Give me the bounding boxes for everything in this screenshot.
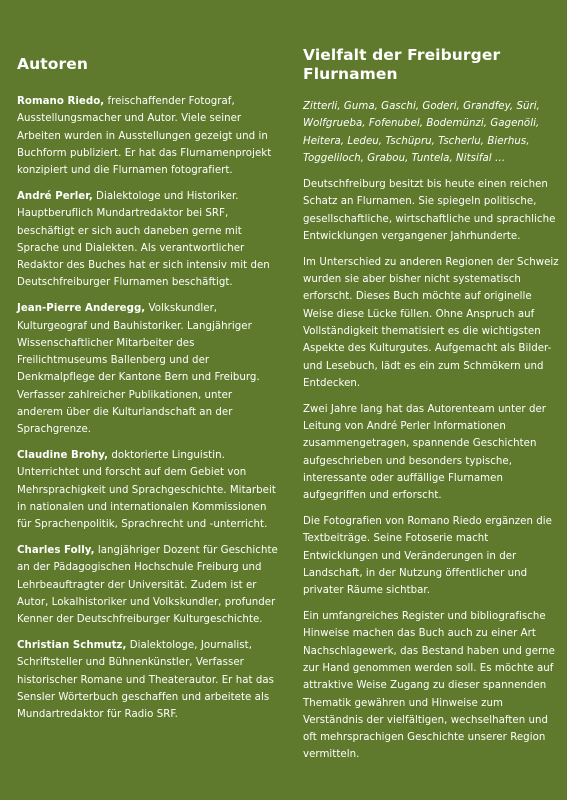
author-name: André Perler, — [17, 190, 93, 202]
author-description: Volkskundler, Kulturgeograf und Bauhistoriker. Langjähriger Wissenschaftlicher Mitarbeiter des Freilichtmuseums Ballenberg und der Denkmalpflege der Kantone Bern und Freiburg. Verfasser zahlreicher Publikationen, unter anderem über die Kulturlandschaft an der Sprachgrenze. — [17, 303, 260, 436]
author-name: Claudine Brohy, — [17, 450, 109, 462]
author-description: doktorierte Linguistin. Unterrichtet und forscht auf dem Gebiet von Mehrsprachigkeit und Sprachgeschichte. Mitarbeit in nationalen und internationalen Kommissionen für Sprachenpolitik, Sprachrecht und -unterricht. — [17, 450, 276, 531]
author-name: Charles Folly, — [17, 545, 95, 557]
author-bio — [17, 447, 279, 533]
author-name: Romano Riedo, — [17, 96, 105, 107]
author-description: freischaffender Fotograf, Ausstellungsmacher und Autor. Viele seiner Arbeiten wurden in Ausstellungen gezeigt und in Buchform publiziert. Er hat das Flurnamenprojekt konzipiert und die Flurnamen fotografiert. — [17, 96, 272, 177]
author-name: Jean-Pierre Anderegg, — [17, 303, 146, 315]
description-column — [303, 46, 561, 772]
description-paragraph: Die Fotografien von Romano Riedo ergänzen die Textbeiträge. Seine Fotoserie macht Entwicklungen und Veränderungen in der Landschaft, in der Nutzung öffentlicher und privater Räume sichtbar. — [303, 516, 553, 597]
place-names-list: Zitterli, Guma, Gaschi, Goderi, Grandfey, Süri, Wolfgrueba, Fofenubel, Bodemünzi, Gagenöli, Heitera, Ledeu, Tschüpru, Tscherlu, Bierhus, Toggeliloch, Grabou, Tuntela, Nitsifal … — [303, 101, 540, 164]
author-description: Dialektologe und Historiker. Hauptberuflich Mundartredaktor bei SRF, beschäftigt er sich auch daneben gerne mit Sprache und Dialekten. Als verantwortlicher Redaktor des Buches hat er sich intensiv mit den Deutschfreiburger Flurnamen beschäftigt. — [17, 190, 270, 289]
description-paragraph: Deutschfreiburg besitzt bis heute einen reichen Schatz an Flurnamen. Sie spiegeln politische, gesellschaftliche, wirtschaftliche und sprachliche Entwicklungen vergangener Jahrhunderte. — [303, 179, 556, 243]
author-name: Christian Schmutz, — [17, 640, 127, 652]
author-bio — [17, 93, 279, 179]
authors-column — [17, 55, 279, 732]
author-bio — [17, 542, 279, 628]
authors-heading: Autoren — [17, 55, 88, 73]
author-bio — [17, 300, 279, 438]
author-description: langjähriger Dozent für Geschichte an der Pädagogischen Hochschule Freiburg und Lehrbeauftragter der Universität. Zudem ist er Autor, Lokalhistoriker und Volkskundler, profunder Kenner der Deutschfreiburger Kulturgeschichte. — [17, 545, 278, 626]
description-paragraph: Ein umfangreiches Register und bibliografische Hinweise machen das Buch auch zu einer Art Nachschlagewerk, das Bestand haben und gerne zur Hand genommen werden soll. Es möchte auf attraktive Weise Zugang zu dieser spannenden Thematik gewähren und Hinweise zum Verständnis der vielfältigen, wechselhaften und oft mehrsprachigen Geschichte unserer Region vermitteln. — [303, 611, 555, 761]
author-bio — [17, 637, 279, 723]
author-bio — [17, 188, 279, 292]
description-paragraph: Im Unterschied zu anderen Regionen der Schweiz wurden sie aber bisher nicht systematisch erforscht. Dieses Buch möchte auf originelle Weise diese Lücke füllen. Ohne Anspruch auf Vollständigkeit thematisiert es die wichtigsten Aspekte des Kulturgutes. Aufgemacht als Bilder- und Lesebuch, lädt es ein zum Schmökern und Entdecken. — [303, 256, 559, 389]
description-paragraph: Zwei Jahre lang hat das Autorenteam unter der Leitung von André Perler Informationen zusammengetragen, spannende Geschichten aufgeschrieben und besonders typische, interessante oder auffällige Flurnamen aufgegriffen und erforscht. — [303, 403, 547, 502]
author-description: Dialektologe, Journalist, Schriftsteller und Bühnenkünstler, Verfasser historischer Romane und Theaterautor. Er hat das Sensler Wörterbuch geschaffen und arbeitete als Mundartredaktor für Radio SRF. — [17, 640, 275, 721]
book-title-heading: Vielfalt der Freiburger Flurnamen — [303, 46, 501, 83]
